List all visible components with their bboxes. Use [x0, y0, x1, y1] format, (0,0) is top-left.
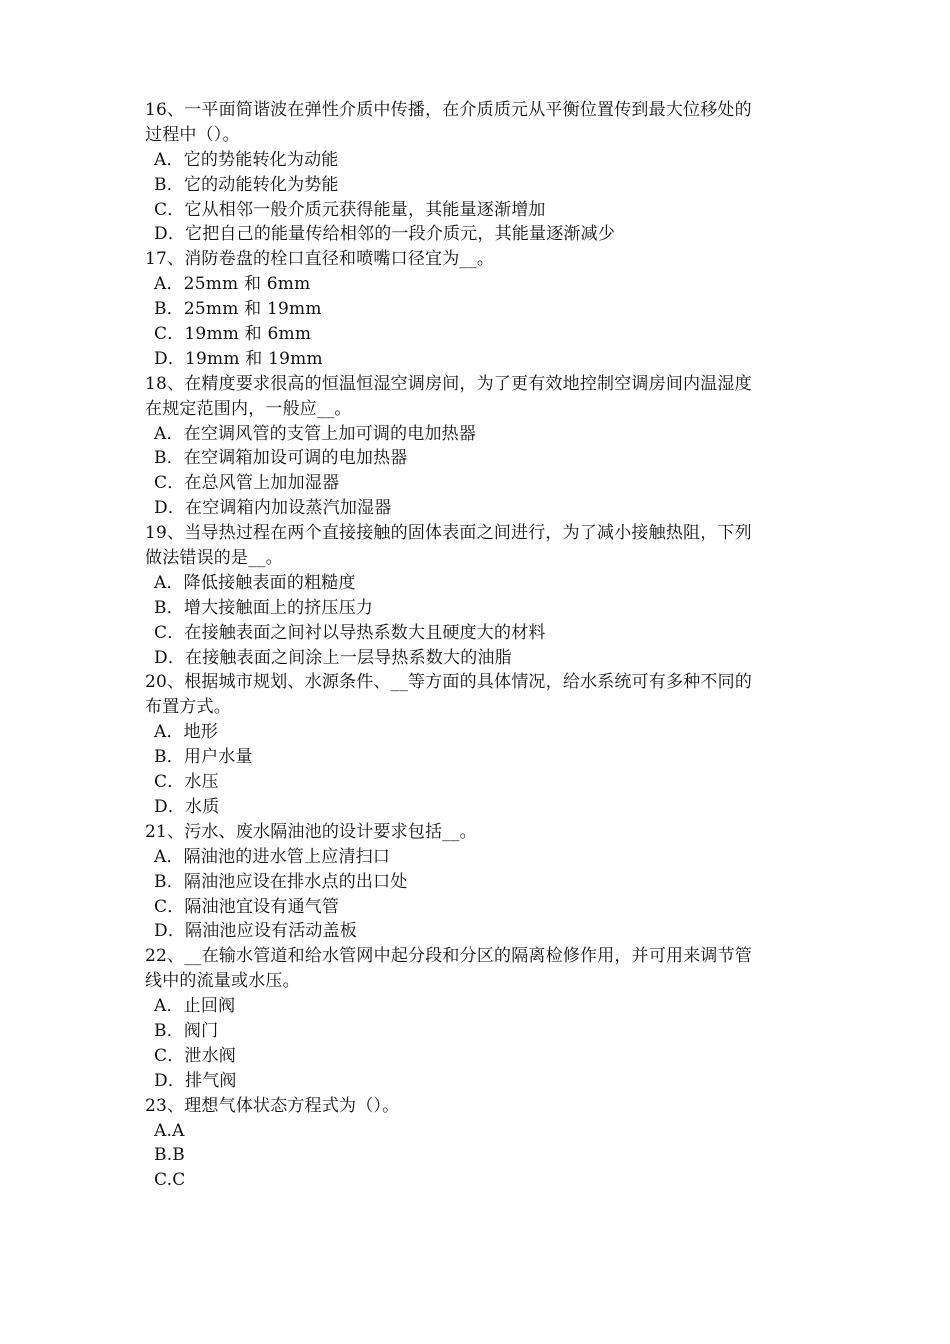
- option-b: B．用户水量: [154, 747, 253, 768]
- option-c: C．它从相邻一般介质元获得能量，其能量逐渐增加: [154, 199, 546, 220]
- question-stem: 20、根据城市规划、水源条件、__等方面的具体情况，给水系统可有多种不同的: [145, 672, 753, 693]
- option-a: A．25mm 和 6mm: [154, 274, 311, 295]
- option-c: C．泄水阀: [154, 1045, 237, 1066]
- question-stem: 18、在精度要求很高的恒温恒湿空调房间，为了更有效地控制空调房间内温湿度: [145, 373, 752, 394]
- option-d: D．19mm 和 19mm: [154, 348, 323, 369]
- option-a: A．隔油池的进水管上应清扫口: [154, 846, 391, 867]
- question-stem: 19、当导热过程在两个直接接触的固体表面之间进行，为了减小接触热阻，下列: [145, 523, 752, 544]
- question-22: [145, 944, 815, 1093]
- option-c: C.C: [154, 1170, 186, 1191]
- option-d: D．排气阀: [154, 1070, 237, 1091]
- option-a: A．地形: [154, 722, 219, 743]
- option-b: B．在空调箱加设可调的电加热器: [154, 448, 408, 469]
- question-16: [145, 98, 815, 247]
- question-stem: 23、理想气体状态方程式为（）。: [145, 1095, 400, 1116]
- question-stem: 21、污水、废水隔油池的设计要求包括__。: [145, 821, 477, 842]
- option-d: D．它把自己的能量传给相邻的一段介质元，其能量逐渐减少: [154, 224, 616, 245]
- option-c: C．在接触表面之间衬以导热系数大且硬度大的材料: [154, 622, 546, 643]
- question-stem: 过程中（）。: [145, 124, 240, 145]
- question-17: [145, 247, 815, 371]
- question-21: [145, 820, 815, 944]
- option-c: C．在总风管上加加湿器: [154, 473, 340, 494]
- question-stem: 做法错误的是__。: [145, 548, 283, 569]
- option-b: B．25mm 和 19mm: [154, 299, 322, 320]
- option-d: D．水质: [154, 796, 220, 817]
- option-b: B．阀门: [154, 1020, 219, 1041]
- option-c: C．19mm 和 6mm: [154, 324, 312, 345]
- option-a: A．降低接触表面的粗糙度: [154, 572, 356, 593]
- question-stem: 22、__在输水管道和给水管网中起分段和分区的隔离检修作用，并可用来调节管: [145, 946, 753, 967]
- question-stem: 16、一平面简谐波在弹性介质中传播，在介质质元从平衡位置传到最大位移处的: [145, 100, 752, 120]
- question-stem: 布置方式。: [145, 697, 231, 718]
- question-18: [145, 372, 815, 521]
- option-d: D．在接触表面之间涂上一层导热系数大的油脂: [154, 647, 512, 668]
- option-b: B．它的动能转化为势能: [154, 174, 339, 195]
- option-d: D．在空调箱内加设蒸汽加湿器: [154, 498, 392, 519]
- option-b: B．隔油池应设在排水点的出口处: [154, 871, 408, 892]
- question-stem: 线中的流量或水压。: [145, 971, 300, 992]
- option-a: A.A: [154, 1120, 185, 1141]
- question-23: [145, 1094, 815, 1194]
- question-19: [145, 521, 815, 670]
- option-b: B．增大接触面上的挤压压力: [154, 597, 374, 618]
- question-20: [145, 670, 815, 819]
- option-c: C．隔油池宜设有通气管: [154, 896, 340, 917]
- question-stem: 在规定范围内，一般应__。: [145, 398, 352, 419]
- option-d: D．隔油池应设有活动盖板: [154, 921, 358, 942]
- option-a: A．在空调风管的支管上加可调的电加热器: [154, 423, 477, 444]
- option-a: A．它的势能转化为动能: [154, 149, 339, 170]
- option-a: A．止回阀: [154, 996, 236, 1017]
- option-b: B.B: [154, 1145, 185, 1166]
- question-stem: 17、消防卷盘的栓口直径和喷嘴口径宜为__。: [145, 249, 495, 270]
- option-c: C．水压: [154, 772, 219, 793]
- document-page: [145, 98, 815, 1193]
